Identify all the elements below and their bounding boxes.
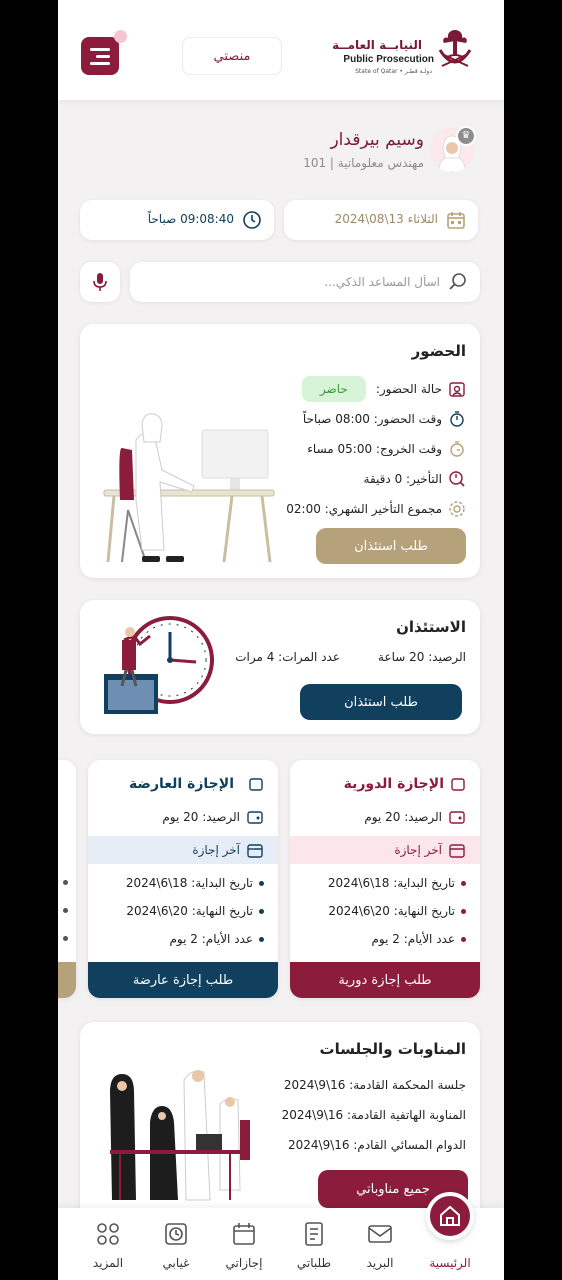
mail-icon <box>366 1220 394 1248</box>
office-worker-illustration <box>102 410 278 566</box>
search-input[interactable] <box>160 270 440 294</box>
casual-last-leave-label: آخر إجازة <box>192 843 240 857</box>
checkout-time: وقت الخروج: 05:00 مساء <box>307 442 442 456</box>
user-role: مهندس معلوماتية | 101 <box>303 156 424 170</box>
periodic-end-text: تاريخ النهاية: 20\6\2024 <box>328 904 455 918</box>
all-shifts-button[interactable]: جميع مناوباتي <box>318 1170 468 1208</box>
status-label: حالة الحضور: <box>375 382 442 396</box>
monthly-delay-value: مجموع التأخير الشهري: 02:00 <box>286 502 442 516</box>
casual-leave-title: الإجازة العارضة <box>128 776 234 792</box>
periodic-days <box>371 932 466 946</box>
periodic-last-leave-label: آخر إجازة <box>394 843 442 857</box>
phone-shift: المناوبة الهاتفية القادمة: 16\9\2024 <box>281 1108 466 1122</box>
leave-icon <box>450 776 466 792</box>
clock-illustration <box>100 610 220 722</box>
court-session: جلسة المحكمة القادمة: 16\9\2024 <box>283 1078 466 1092</box>
requests-icon <box>300 1220 328 1248</box>
casual-days-text: عدد الأيام: 2 يوم <box>169 932 253 946</box>
periodic-leave-title: الإجازة الدورية <box>343 776 444 792</box>
nav-leaves-label: إجازاتي <box>225 1256 263 1270</box>
checkout-row <box>307 440 466 458</box>
stopwatch-icon <box>448 440 466 458</box>
permission-card <box>80 600 480 734</box>
periodic-last-leave-strip <box>290 836 480 864</box>
permission-balance: الرصيد: 20 ساعة <box>378 650 466 664</box>
casual-end-text: تاريخ النهاية: 20\6\2024 <box>126 904 253 918</box>
next-leave-card-partial[interactable] <box>58 760 76 998</box>
current-time: 09:08:40 صباحاً <box>147 212 234 226</box>
delay-row <box>364 470 466 488</box>
delay-icon <box>448 470 466 488</box>
nav-more-label: المزيد <box>92 1256 124 1270</box>
request-casual-leave-button[interactable]: طلب إجازة عارضة <box>88 962 278 998</box>
request-permission-button-2[interactable]: طلب استئذان <box>300 684 462 720</box>
periodic-end <box>328 904 466 918</box>
date-pill <box>284 200 478 240</box>
shifts-card <box>80 1022 480 1222</box>
calendar-icon <box>446 210 466 230</box>
calendar-icon <box>448 841 466 859</box>
logo-arabic-text: النيابــة العامــة <box>332 38 422 52</box>
menu-button[interactable] <box>81 37 119 75</box>
checkin-row <box>303 410 466 428</box>
periodic-start-text: تاريخ البداية: 18\6\2024 <box>327 876 455 890</box>
shifts-title: المناوبات والجلسات <box>319 1040 466 1058</box>
status-icon <box>448 380 466 398</box>
casual-start-text: تاريخ البداية: 18\6\2024 <box>125 876 253 890</box>
casual-days <box>169 932 264 946</box>
attendance-card <box>80 324 480 578</box>
nav-home[interactable] <box>420 1252 480 1270</box>
casual-balance: الرصيد: 20 يوم <box>162 810 240 824</box>
periodic-days-text: عدد الأيام: 2 يوم <box>371 932 455 946</box>
attendance-status-row <box>302 376 466 402</box>
user-name: وسيم بيرقدار <box>330 130 424 150</box>
nav-requests-label: طلباتي <box>296 1256 332 1270</box>
casual-start <box>126 876 264 890</box>
monthly-delay-row <box>286 500 466 518</box>
leave-icon <box>248 776 264 792</box>
periodic-start <box>328 876 466 890</box>
grid-icon <box>94 1220 122 1248</box>
permission-count: عدد المرات: 4 مرات <box>235 650 340 664</box>
nav-leaves[interactable] <box>214 1220 274 1270</box>
periodic-last-leave-row <box>394 841 466 859</box>
nav-home-label: الرئيسية <box>429 1256 471 1270</box>
checkin-time: وقت الحضور: 08:00 صباحاً <box>302 412 442 426</box>
casual-last-leave-strip <box>88 836 278 864</box>
attendance-title: الحضور <box>411 342 466 360</box>
my-platform-button[interactable]: منصتي <box>182 37 282 75</box>
microphone-icon <box>90 271 110 293</box>
clock-icon <box>242 210 262 230</box>
emblem-icon <box>436 26 474 76</box>
nav-absence-label: غيابي <box>162 1256 190 1270</box>
request-permission-button[interactable]: طلب استئذان <box>316 528 466 564</box>
logo <box>332 24 480 80</box>
logo-english-text: Public Prosecution <box>343 54 434 65</box>
timer-icon <box>448 500 466 518</box>
assistant-search <box>130 262 480 302</box>
app-screen <box>58 0 504 1280</box>
absence-clock-icon <box>162 1220 190 1248</box>
permission-title: الاستئذان <box>396 618 466 636</box>
status-badge: حاضر <box>302 376 366 402</box>
stopwatch-icon <box>448 410 466 428</box>
request-periodic-leave-button[interactable]: طلب إجازة دورية <box>290 962 480 998</box>
wallet-icon <box>448 808 466 826</box>
casual-end <box>126 904 264 918</box>
header <box>58 0 504 100</box>
microphone-button[interactable] <box>80 262 120 302</box>
nav-more[interactable] <box>78 1220 138 1270</box>
nav-mail-label: البريد <box>366 1256 394 1270</box>
periodic-balance: الرصيد: 20 يوم <box>364 810 442 824</box>
leaves-calendar-icon <box>230 1220 258 1248</box>
periodic-balance-row <box>364 808 466 826</box>
delay-value: التأخير: 0 دقيقة <box>363 472 442 486</box>
notification-dot <box>114 30 127 43</box>
casual-leave-card <box>88 760 278 998</box>
casual-balance-row <box>162 808 264 826</box>
nav-absence[interactable] <box>146 1220 206 1270</box>
home-button[interactable] <box>426 1192 474 1240</box>
current-date: الثلاثاء 13\08\2024 <box>334 212 438 226</box>
wallet-icon <box>246 808 264 826</box>
logo-subtext: State of Qatar • دولـة قطـر <box>355 68 432 75</box>
evening-shift: الدوام المسائي القادم: 16\9\2024 <box>287 1138 466 1152</box>
calendar-icon <box>246 841 264 859</box>
casual-last-leave-row <box>192 841 264 859</box>
crown-badge-icon: ♛ <box>456 126 476 146</box>
nav-mail[interactable] <box>350 1220 410 1270</box>
home-icon <box>438 1204 462 1228</box>
search-icon <box>448 272 468 292</box>
team-meeting-illustration <box>100 1060 280 1210</box>
nav-requests[interactable] <box>284 1220 344 1270</box>
periodic-leave-card <box>290 760 480 998</box>
time-pill <box>80 200 274 240</box>
